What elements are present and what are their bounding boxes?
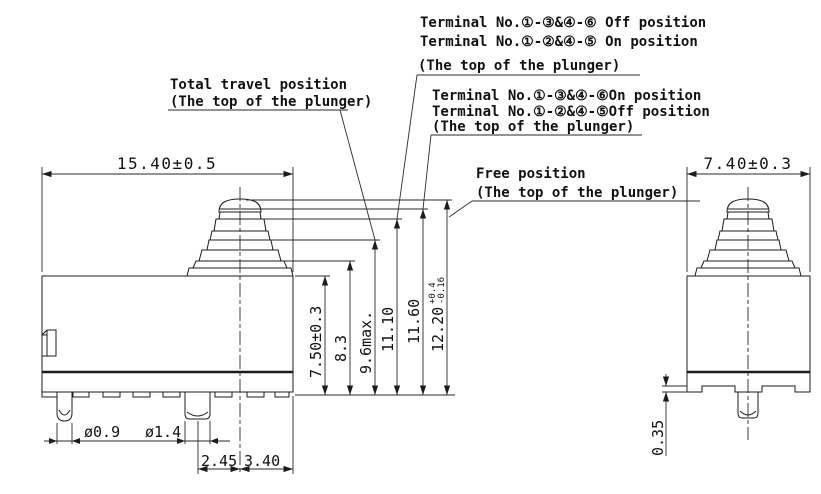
operating-height-low-value: 11.10 (379, 306, 397, 352)
pin1-diameter-value: ø0.9 (84, 423, 121, 441)
side-step-dimension (649, 374, 687, 456)
total-travel-leader (340, 110, 375, 240)
flange-height-value: 8.3 (332, 334, 350, 362)
dim-side-width (687, 154, 810, 272)
operating-height-high-value: 11.60 (405, 298, 423, 344)
state-b-leader (423, 135, 431, 209)
state-a-line1: Terminal No.①-③&④-⑥ Off position (420, 15, 707, 31)
pin-to-center-value: 2.45 (201, 452, 238, 470)
front-base-strip (42, 372, 293, 392)
center-to-edge-value: 3.40 (244, 452, 281, 470)
front-pin-small (57, 392, 72, 421)
front-width-value: 15.40±0.5 (116, 154, 218, 173)
free-height-value: 12.20 (429, 306, 447, 352)
side-width-value: 7.40±0.3 (703, 154, 793, 173)
state-b-line2: Terminal No.①-②&④-⑤Off position (432, 104, 710, 120)
total-travel-line1: Total travel position (170, 77, 348, 93)
free-position-leader (449, 201, 472, 217)
state-a-line3: (The top of the plunger) (418, 58, 621, 74)
front-latch-tab (42, 330, 56, 356)
state-a-leader (397, 75, 417, 219)
side-view (687, 187, 810, 440)
total-travel-height-value: 9.6max. (357, 310, 375, 374)
state-b-line1: Terminal No.①-③&④-⑥On position (432, 88, 702, 104)
dim-front-width (42, 154, 293, 272)
free-height-tol-plus: +0.4 (428, 282, 438, 304)
free-position-line1: Free position (476, 166, 586, 182)
free-height-tol-minus: -0.16 (437, 276, 447, 304)
body-height-value: 7.50±0.3 (307, 305, 325, 378)
annotation-state-a (418, 15, 706, 74)
state-a-line2: Terminal No.①-②&④-⑤ On position (420, 34, 698, 50)
pin-diameter-dimensions (44, 421, 230, 444)
annotation-state-b (432, 88, 710, 135)
annotation-free-position (476, 166, 678, 201)
pin2-diameter-value: ø1.4 (145, 423, 182, 441)
free-position-line2: (The top of the plunger) (476, 185, 679, 201)
side-body-outline (687, 276, 810, 372)
annotation-total-travel (170, 77, 372, 110)
state-b-line3: (The top of the plunger) (432, 119, 635, 135)
front-body-outline (42, 276, 293, 372)
front-pin-large (185, 392, 210, 419)
height-dimensions (246, 200, 455, 395)
side-base-profile (687, 372, 810, 392)
side-step-value: 0.35 (649, 419, 667, 456)
front-bottom-tabs (42, 392, 289, 397)
total-travel-line2: (The top of the plunger) (170, 94, 373, 110)
pin-position-dimensions (198, 396, 293, 474)
